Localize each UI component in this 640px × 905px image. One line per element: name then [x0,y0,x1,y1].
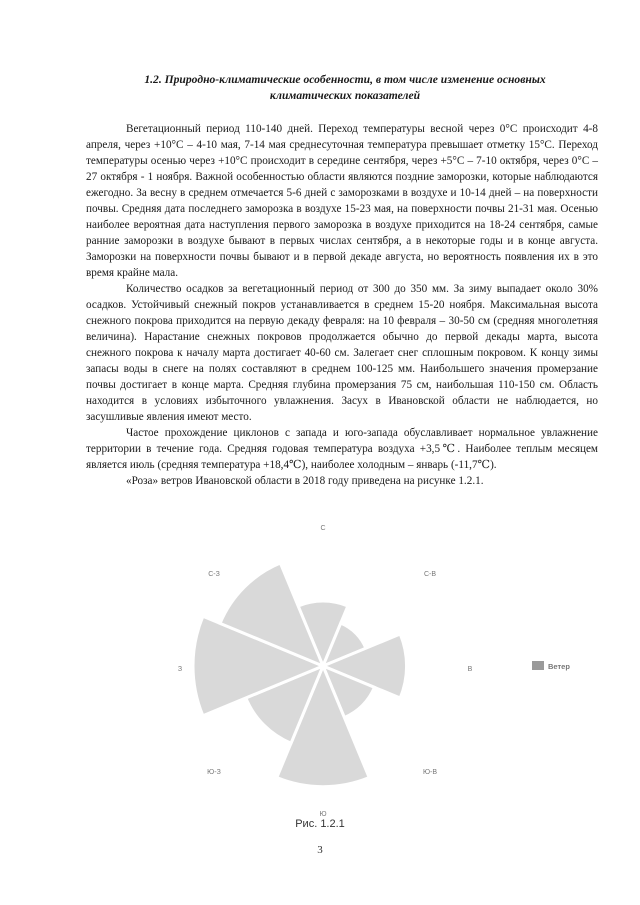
legend-label: Ветер [548,662,570,671]
body-text [86,121,598,489]
figure-caption: Рис. 1.2.1 [295,818,345,830]
paragraph-wind-rose-reference: «Роза» ветров Ивановской области в 2018 году приведена на рисунке 1.2.1. [126,475,484,487]
direction-label-nw: С-З [208,571,220,578]
wind-rose-petals [193,563,407,787]
direction-label-sw: Ю-З [207,769,221,776]
section-heading-line-1: 1.2. Природно-климатические особенности, в том числе изменение основных [144,73,546,86]
direction-label-ne: С-В [423,571,437,578]
paragraph-vegetation-period: Вегетационный период 110-140 дней. Переход температуры весной через 0°С происходит 4-8 апреля, через +10°С – 4-10 мая, 7-14 мая среднесуточная температура превышает отметку 15°С. Переход температуры осенью через +10°С происходит в середине сентября, через +5°С – 7-10 октября, через 0°С – 27 октября - 1 ноября. Важной особенностью области являются поздние заморозки, которые наблюдаются ежегодно. За весну в среднем отмечается 5-6 дней с заморозками в воздухе и 10-14 дней – на поверхности почвы. Средняя дата последнего заморозка в воздухе 15-23 мая, на поверхности почвы 21-31 мая. Осенью наиболее вероятная дата наступления первого заморозка в воздухе приходится на 18-24 сентября, самые ранние заморозки в воздухе бывают в первых числах сентября, а в некоторые годы и в конце августа. Заморозки на поверхности почвы бывают и в первой декаде августа, но вероятность появления их в это время крайне мала. [86,123,598,279]
page-number: 3 [317,844,323,856]
direction-label-s: Ю [319,811,327,818]
legend-swatch [532,661,544,670]
direction-label-se: Ю-В [422,769,438,776]
wind-rose-figure [168,518,608,828]
chart-legend [532,661,570,671]
paragraph-cyclones: Частое прохождение циклонов с запада и юго-запада обуславливает нормальное увлажнение территории в течение года. Средняя годовая температура воздуха +3,5℃. Наиболее теплым месяцем является июль (средняя температура +18,4℃), наиболее холодным – январь (-11,7℃). [86,427,598,471]
direction-label-n: С [320,525,326,532]
paragraph-precipitation: Количество осадков за вегетационный период от 300 до 350 мм. За зиму выпадает около 30% осадков. Устойчивый снежный покров устанавливается в среднем 15-20 ноября. Максимальная высота снежного покрова приходится на первую декаду февраля: на 10 февраля – 30-50 см (средняя многолетняя величина). Нарастание снежных покровов продолжается обычно до первой декады марта, высота снежного покрова к началу марта достигает 40-60 см. Залегает снег сплошным покровом. К концу зимы запасы воды в снеге на полях составляют в среднем 100-125 мм. Наибольшего значения промерзание почвы достигает в конце марта. Средняя глубина промерзания 75 см, наибольшая 110-150 см. Область находится в условиях избыточного увлажнения. Засух в Ивановской области не наблюдается, но засушливые явления имеют место. [86,283,598,423]
direction-label-e: В [467,666,473,673]
section-heading-line-2: климатических показателей [269,89,421,102]
wind-rose-chart [168,518,608,828]
direction-label-w: З [177,666,183,673]
section-heading [110,72,580,104]
